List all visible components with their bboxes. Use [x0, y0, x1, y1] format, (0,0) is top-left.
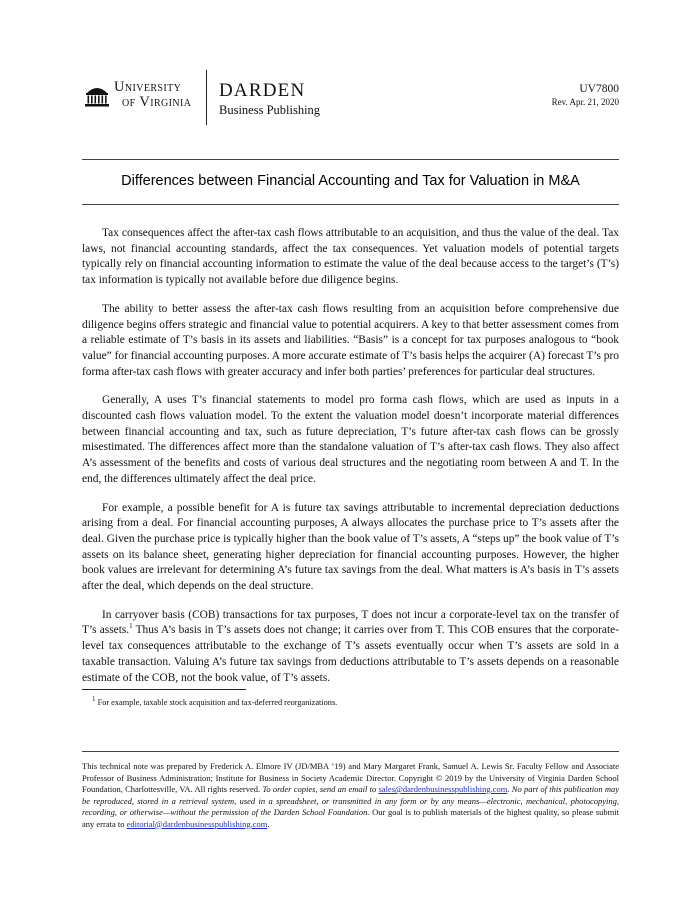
darden-wordmark: DARDEN — [219, 80, 306, 101]
footer-text-2: Our goal is to publish materials of the highest quality, so please submit any errata to — [82, 807, 619, 829]
case-number-block — [552, 82, 619, 108]
footnote — [92, 697, 337, 708]
footer-permission-text: . No part of this publication may be reproduced, stored in a retrieval system, used in a spreadsheet, or transmitted in any form or by any means—electronic, mechanical, photocopying, recording, or otherwise—without the permission of the Darden School Foundation. — [82, 784, 619, 817]
paragraph-4: For example, a possible benefit for A is future tax savings attributable to incremental depreciation deductions arising from a deal. For financial accounting purposes, A always allocates the purchase price to T’s assets after the deal. Given the purchase price is typically higher than the book value of T’s assets, A “steps up” the book value of T’s assets on its balance sheet, generating higher depreciation for financial accounting purposes. However, the higher book values are irrelevant for determining A’s future tax savings from the deal. What matters is A’s basis in T’s assets after the deal, which depends on the deal structure. — [82, 501, 619, 593]
body-text — [82, 226, 619, 699]
paragraph-5-text-b: Thus A’s basis in T’s assets does not change; it carries over from T. This COB ensures that the corporate-level tax consequences attributable to the exchange of T’s assets eventually occur when T’s assets are sold in a taxable transaction. Valuing A’s future tax savings from deductions attributable to T’s assets depends on a reasonable estimate of the COB, not the book value, of T’s assets. — [82, 624, 619, 684]
document-title: Differences between Financial Accounting and Tax for Valuation in M&A — [121, 173, 580, 189]
footer-rule — [82, 751, 619, 752]
paragraph-5 — [82, 608, 619, 687]
logo-divider — [206, 70, 207, 125]
uva-wordmark — [114, 80, 191, 110]
footer-text-3: . — [267, 818, 270, 829]
editorial-email-link[interactable]: editorial@dardenbusinesspublishing.com — [126, 818, 268, 829]
revision-date: Rev. Apr. 21, 2020 — [551, 97, 619, 107]
copyright-footer — [82, 761, 619, 830]
footnote-ref[interactable]: 1 — [129, 622, 133, 631]
paragraph-3: Generally, A uses T’s financial statements to model pro forma cash flows, which are used as inputs in a discounted cash flows valuation model. To the extent the valuation model doesn’t incorporate material differences between financial accounting and tax, such as future depreciation, T’s future after-tax cash flows can be grossly misestimated. The differences affect more than the standalone valuation of T’s after-tax cash flows. They also affect A’s assessment of the benefits and costs of various deal structures and the negotiating room between A and T. In the end, the differences ultimately affect the deal price. — [82, 394, 619, 485]
uva-line-2: of Virginia — [122, 94, 192, 110]
footer-order-text: To order copies, send an email to — [262, 784, 379, 794]
footnote-rule — [82, 689, 246, 690]
uva-logo — [84, 80, 191, 110]
sales-email-link[interactable]: sales@dardenbusinesspublishing.com — [378, 784, 508, 794]
case-number: UV7800 — [579, 83, 619, 95]
paragraph-5-text-a: In carryover basis (COB) transactions for tax purposes, T does not incur a corporate-level tax on the transfer of T’s assets. — [82, 608, 619, 637]
footnote-text: For example, taxable stock acquisition and tax-deferred reorganizations. — [95, 698, 338, 707]
footer-text-1: This technical note was prepared by Frederick A. Elmore IV (JD/MBA ’19) and Mary Margaret Frank, Samuel A. Lewis Sr. Faculty Fellow and Associate Professor of Business Administration; Institute for Business in Society Academic Director. Copyright © 2019 by the University of Virginia Darden School Foundation, Charlottesville, VA. All rights reserved. — [82, 761, 619, 794]
rotunda-icon — [84, 82, 110, 108]
uva-line-1: University — [114, 79, 182, 95]
title-rule-bottom — [82, 204, 619, 205]
title-rule-top — [82, 159, 619, 160]
darden-subtitle: Business Publishing — [219, 103, 321, 117]
darden-logo — [219, 80, 320, 118]
footnote-number: 1 — [92, 695, 96, 704]
paragraph-2: The ability to better assess the after-tax cash flows resulting from an acquisition before comprehensive due diligence begins offers strategic and financial value to potential acquirers. A key to that better assessment comes from a reliable estimate of T’s basis in its assets and liabilities. “Basis” is a concept for tax purposes analogous to “book value” for financial accounting purposes. A more accurate estimate of T’s basis helps the acquirer (A) forecast T’s pro forma after-tax cash flows with greater accuracy and infer both parties’ preferences for particular deal structures. — [82, 302, 619, 378]
paragraph-1: Tax consequences affect the after-tax cash flows attributable to an acquisition, and thus the value of the deal. Tax laws, not financial accounting standards, affect the tax consequences. Yet valuation models of potential targets typically rely on financial accounting information to estimate the value of the deal because access to the target’s (T’s) tax information is typically not available before due diligence begins. — [82, 227, 619, 287]
